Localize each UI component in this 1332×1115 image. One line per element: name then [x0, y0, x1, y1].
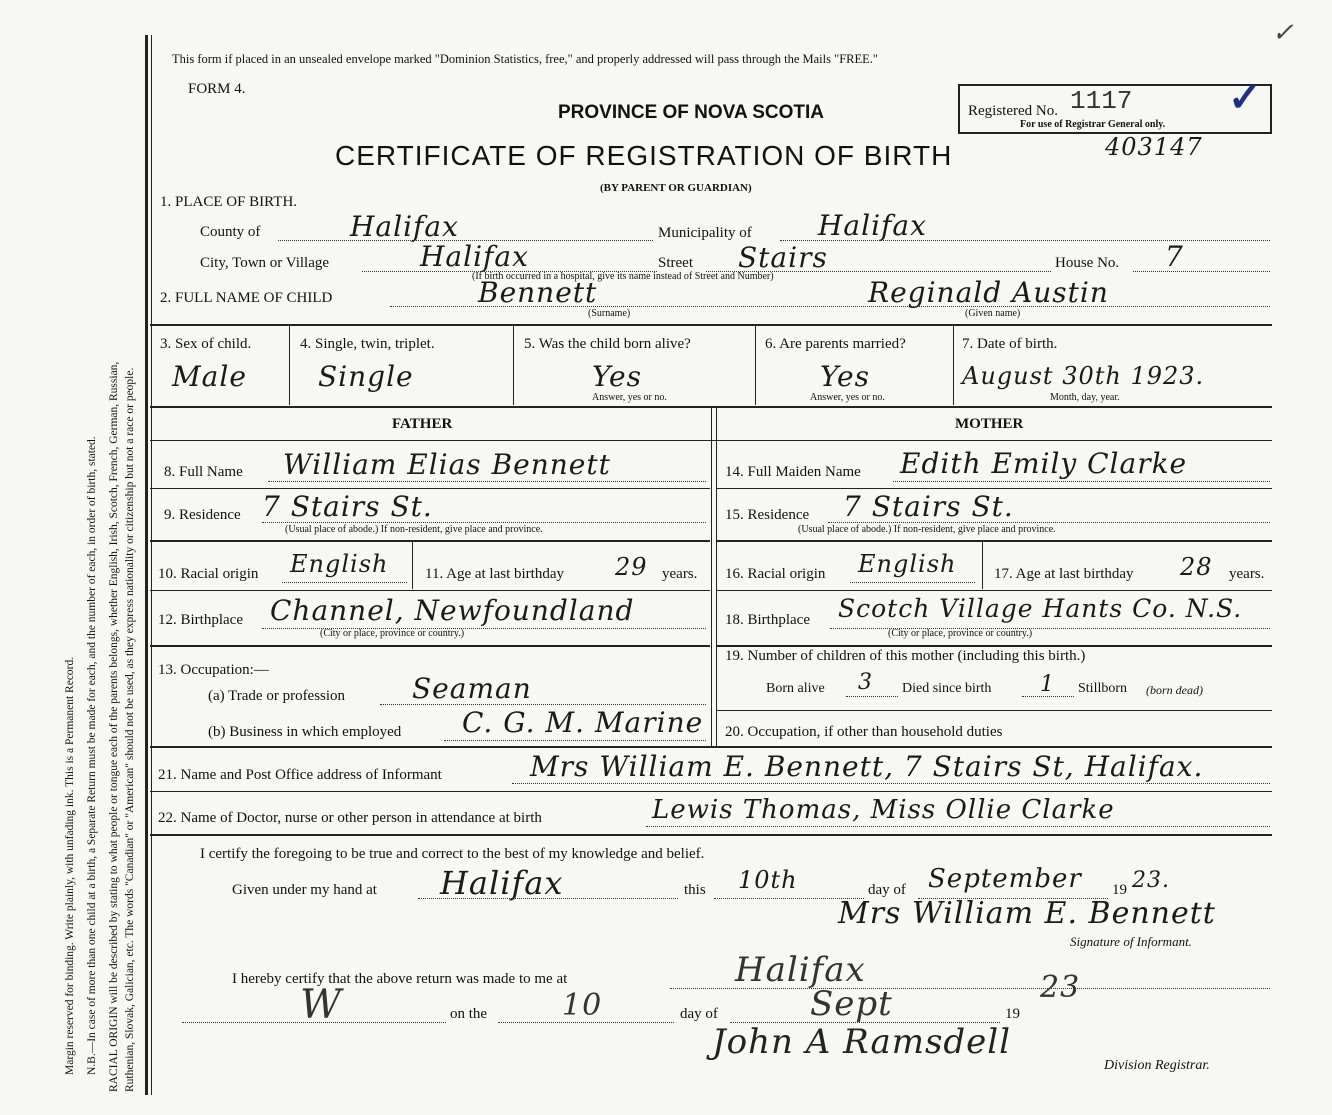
alive-value: Yes [592, 360, 642, 393]
certificate-title: CERTIFICATE OF REGISTRATION OF BIRTH [335, 140, 953, 171]
binding-line [145, 35, 148, 1095]
registrar-signature: John A Ramsdell [712, 1022, 1012, 1062]
registrar-signature-label: Division Registrar. [1104, 1058, 1210, 1073]
father-residence-note: (Usual place of abode.) If non-resident, give place and province. [285, 524, 543, 535]
father-business-label: (b) Business in which employed [208, 724, 402, 740]
father-birthplace-note: (City or place, province or country.) [320, 628, 465, 639]
street-label: Street [658, 255, 693, 271]
postal-note: This form if placed in an unsealed envelope marked "Dominion Statistics, free," and properly addressed will pass through the Mails "FREE." [172, 52, 879, 66]
house-label: House No. [1055, 255, 1120, 271]
on-the-label: on the [450, 1006, 488, 1022]
mother-race-label: 16. Racial origin [725, 566, 826, 582]
mother-age-label: 17. Age at last birthday [994, 566, 1134, 582]
county-label: County of [200, 224, 261, 240]
sex-value: Male [172, 360, 247, 393]
father-race: English [290, 550, 389, 578]
died-since-birth-label: Died since birth [902, 681, 992, 696]
plural-label: 4. Single, twin, triplet. [300, 336, 435, 352]
mother-residence-label: 15. Residence [725, 507, 810, 523]
informant-signature: Mrs William E. Bennett [838, 896, 1216, 931]
registrar-day-of-label: day of [680, 1006, 718, 1022]
municipality-value: Halifax [818, 209, 927, 242]
father-birthplace: Channel, Newfoundland [270, 594, 635, 627]
city-label: City, Town or Village [200, 255, 330, 271]
informant-label: 21. Name and Post Office address of Informant [158, 767, 442, 783]
mother-occupation-label: 20. Occupation, if other than household duties [725, 724, 1003, 740]
stillborn-note: (born dead) [1146, 683, 1203, 697]
municipality-label: Municipality of [658, 225, 752, 241]
registered-number-value: 1117 [1070, 86, 1133, 116]
sex-label: 3. Sex of child. [160, 336, 252, 352]
father-name: William Elias Bennett [283, 448, 611, 481]
mother-age-unit: years. [1229, 566, 1265, 582]
certificate-number: 403147 [1105, 133, 1203, 161]
registered-number-label: Registered No. [968, 103, 1058, 119]
margin-nb-note: N.B.—In case of more than one child at a birth, a Separate Return must be made for each, and the number of each, in order of birth, stated. [86, 436, 98, 1075]
certify-year: 23. [1132, 868, 1170, 893]
dob-label: 7. Date of birth. [962, 336, 1058, 352]
registered-number-note: For use of Registrar General only. [1020, 119, 1166, 130]
this-label: this [684, 882, 706, 898]
mother-residence-note: (Usual place of abode.) If non-resident, give place and province. [798, 524, 1056, 535]
child-surname: Bennett [478, 276, 598, 309]
registrar-place-cont: W [300, 982, 343, 1028]
certify-place: Halifax [440, 864, 564, 902]
margin-racial-note-1: RACIAL ORIGIN will be described by stating to what people or tongue each of the parents belongs, whether English, Irish, Scotch, French, German, Russian, [108, 361, 120, 1092]
married-note: Answer, yes or no. [810, 392, 885, 403]
given-name-note: (Given name) [965, 308, 1021, 319]
corner-check-mark: ✓ [1272, 18, 1295, 48]
child-given-name: Reginald Austin [868, 276, 1109, 309]
mother-name: Edith Emily Clarke [900, 447, 1188, 480]
given-under-hand-label: Given under my hand at [232, 882, 377, 898]
registered-number-box [958, 75, 1272, 134]
day-of-label: day of [868, 882, 906, 898]
father-trade-label: (a) Trade or profession [208, 688, 346, 704]
father-heading: FATHER [392, 416, 453, 432]
father-race-label: 10. Racial origin [158, 566, 259, 582]
registrar-day: 10 [562, 988, 603, 1023]
certify-day: 10th [738, 866, 798, 894]
alive-label: 5. Was the child born alive? [524, 336, 691, 352]
mother-residence: 7 Stairs St. [843, 490, 1014, 523]
married-label: 6. Are parents married? [765, 336, 906, 352]
margin-racial-note-2: Ruthenian, Slovak, Galician, etc. The words "Canadian" or "American" should not be used, as they express nationality or citizenship but not a race or people. [124, 367, 136, 1092]
born-alive-value: 3 [858, 670, 873, 695]
registrar-statement: I hereby certify that the above return was made to me at [232, 971, 568, 987]
mother-race: English [858, 550, 957, 578]
certify-month: September [928, 864, 1082, 894]
father-trade: Seaman [412, 672, 532, 705]
dob-value: August 30th 1923. [962, 362, 1205, 390]
father-age-label: 11. Age at last birthday [425, 566, 564, 582]
mother-name-label: 14. Full Maiden Name [725, 464, 861, 480]
informant-signature-label: Signature of Informant. [1070, 934, 1192, 949]
alive-note: Answer, yes or no. [592, 392, 667, 403]
informant-value: Mrs William E. Bennett, 7 Stairs St, Halifax. [530, 750, 1204, 783]
dob-note: Month, day, year. [1050, 392, 1120, 403]
mother-age: 28 [1180, 553, 1213, 581]
county-value: Halifax [350, 210, 459, 243]
mother-heading: MOTHER [955, 416, 1024, 432]
certificate-subtitle: (BY PARENT OR GUARDIAN) [600, 182, 752, 194]
doctor-value: Lewis Thomas, Miss Ollie Clarke [652, 795, 1115, 825]
form-number: FORM 4. [188, 81, 246, 97]
certify-statement: I certify the foregoing to be true and correct to the best of my knowledge and belief. [200, 846, 705, 862]
stillborn-label: Stillborn [1078, 681, 1128, 696]
place-heading: 1. PLACE OF BIRTH. [160, 194, 298, 210]
born-alive-label: Born alive [766, 681, 825, 696]
blue-check-mark: ✓ [1228, 75, 1262, 120]
father-occupation-label: 13. Occupation:— [158, 662, 269, 678]
father-residence: 7 Stairs St. [262, 490, 433, 523]
city-value: Halifax [420, 240, 529, 273]
registrar-year: 23 [1040, 970, 1081, 1005]
certify-year-prefix: 19 [1112, 882, 1127, 898]
father-name-label: 8. Full Name [164, 464, 243, 480]
margin-binding-note: Margin reserved for binding. Write plainly, with unfading ink. This is a Permanent Record. [64, 656, 76, 1075]
hospital-note: (If birth occurred in a hospital, give its name instead of Street and Number) [472, 271, 774, 282]
house-value: 7 [1165, 240, 1184, 273]
mother-birthplace-label: 18. Birthplace [725, 612, 810, 628]
father-age-unit: years. [662, 566, 698, 582]
registrar-month: Sept [810, 984, 893, 1024]
parents-divider [711, 408, 712, 746]
father-birthplace-label: 12. Birthplace [158, 612, 243, 628]
mother-birthplace: Scotch Village Hants Co. N.S. [838, 594, 1243, 623]
province-heading: PROVINCE OF NOVA SCOTIA [558, 102, 825, 123]
father-business: C. G. M. Marine [462, 706, 704, 739]
registrar-year-prefix: 19 [1005, 1006, 1020, 1022]
registrar-place: Halifax [735, 950, 866, 990]
married-value: Yes [820, 360, 870, 393]
mother-children-label: 19. Number of children of this mother (including this birth.) [725, 648, 1086, 664]
father-residence-label: 9. Residence [164, 507, 241, 523]
child-name-label: 2. FULL NAME OF CHILD [160, 290, 333, 306]
father-age: 29 [615, 553, 648, 581]
plural-value: Single [318, 360, 414, 393]
mother-birthplace-note: (City or place, province or country.) [888, 628, 1033, 639]
binding-line-inner [151, 35, 152, 1095]
doctor-label: 22. Name of Doctor, nurse or other person in attendance at birth [158, 810, 542, 826]
died-since-birth-value: 1 [1040, 672, 1055, 697]
surname-note: (Surname) [588, 308, 631, 319]
street-value: Stairs [738, 241, 828, 274]
